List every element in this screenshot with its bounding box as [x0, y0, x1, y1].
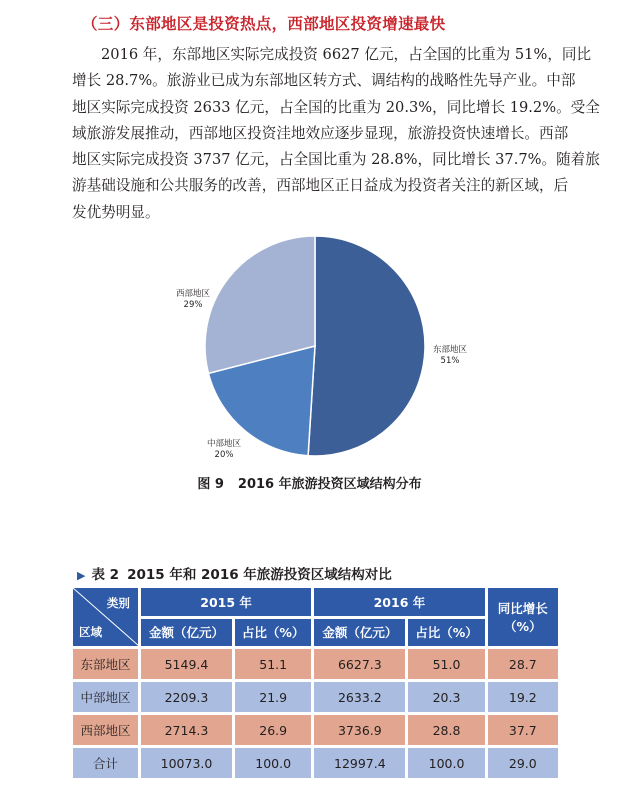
value-cell: 10073.0: [141, 748, 232, 778]
value-cell: 37.7: [488, 715, 558, 745]
slice-value-label: 51%: [440, 356, 460, 366]
corner-region-label: 区域: [79, 625, 102, 639]
value-cell: 29.0: [488, 748, 558, 778]
value-cell: 12997.4: [314, 748, 405, 778]
paragraph-line: 增长 28.7%。旅游业已成为东部地区转方式、调结构的战略性先导产业。中部: [72, 72, 576, 90]
value-cell: 51.0: [408, 649, 484, 679]
region-cell: 西部地区: [73, 715, 138, 745]
value-cell: 26.9: [235, 715, 311, 745]
table-caption: 2015 年和 2016 年旅游投资区域结构对比: [127, 567, 392, 583]
paragraph-line: 地区实际完成投资 3737 亿元，占全国比重为 28.8%，同比增长 37.7%。随着旅: [72, 151, 600, 169]
slice-label: 中部地区: [206, 439, 242, 449]
value-cell: 100.0: [408, 748, 484, 778]
value-cell: 3736.9: [314, 715, 405, 745]
share-header: 占比（%）: [235, 619, 311, 647]
value-cell: 2209.3: [141, 682, 232, 712]
value-cell: 20.3: [408, 682, 484, 712]
value-cell: 28.7: [488, 649, 558, 679]
value-cell: 5149.4: [141, 649, 232, 679]
paragraph-line: 游基础设施和公共服务的改善，西部地区正日益成为投资者关注的新区域，后: [72, 177, 569, 195]
section-heading: （三）东部地区是投资热点，西部地区投资增速最快: [82, 15, 446, 33]
slice-label: 西部地区: [175, 289, 211, 299]
value-cell: 2714.3: [141, 715, 232, 745]
growth-header-line: 同比增长: [497, 601, 548, 616]
paragraph-line: 2016 年，东部地区实际完成投资 6627 亿元，占全国的比重为 51%，同比: [101, 46, 592, 63]
figure-caption: [0, 473, 619, 492]
table-row: [73, 748, 558, 778]
table-number: 表 2: [91, 567, 120, 583]
growth-header: [488, 588, 558, 646]
region-cell: 东部地区: [73, 649, 138, 679]
figure-title: 2016 年旅游投资区域结构分布: [237, 477, 422, 492]
triangle-bullet-icon: ▶: [77, 569, 86, 582]
value-cell: 100.0: [235, 748, 311, 778]
value-cell: 6627.3: [314, 649, 405, 679]
year-2015-header: 2015 年: [141, 588, 311, 616]
table-row: [73, 715, 558, 745]
paragraph-line: 发优势明显。: [72, 203, 160, 221]
growth-header-line: （%）: [504, 619, 542, 634]
paragraph-line: 域旅游发展推动，西部地区投资洼地效应逐步显现，旅游投资快速增长。西部: [72, 124, 569, 142]
value-cell: 2633.2: [314, 682, 405, 712]
value-cell: 51.1: [235, 649, 311, 679]
value-cell: 28.8: [408, 715, 484, 745]
corner-category-label: 类别: [106, 596, 130, 610]
amount-header: 金额（亿元）: [141, 619, 232, 647]
table-row: [73, 649, 558, 679]
value-cell: 21.9: [235, 682, 311, 712]
table-corner-header: [73, 588, 138, 646]
slice-label: 东部地区: [432, 345, 468, 355]
paragraph-line: 地区实际完成投资 2633 亿元，占全国的比重为 20.3%，同比增长 19.2%。受全: [72, 98, 600, 116]
year-2016-header: 2016 年: [314, 588, 484, 616]
comparison-table: [70, 585, 561, 781]
table-title: [77, 563, 392, 583]
region-cell: 中部地区: [73, 682, 138, 712]
share-header: 占比（%）: [408, 619, 484, 647]
region-cell: 合计: [73, 748, 138, 778]
amount-header: 金额（亿元）: [314, 619, 405, 647]
pie-slice: [308, 236, 425, 456]
slice-value-label: 20%: [214, 450, 234, 460]
table-row: [73, 682, 558, 712]
slice-value-label: 29%: [183, 300, 203, 310]
value-cell: 19.2: [488, 682, 558, 712]
figure-number: 图 9: [197, 477, 224, 492]
